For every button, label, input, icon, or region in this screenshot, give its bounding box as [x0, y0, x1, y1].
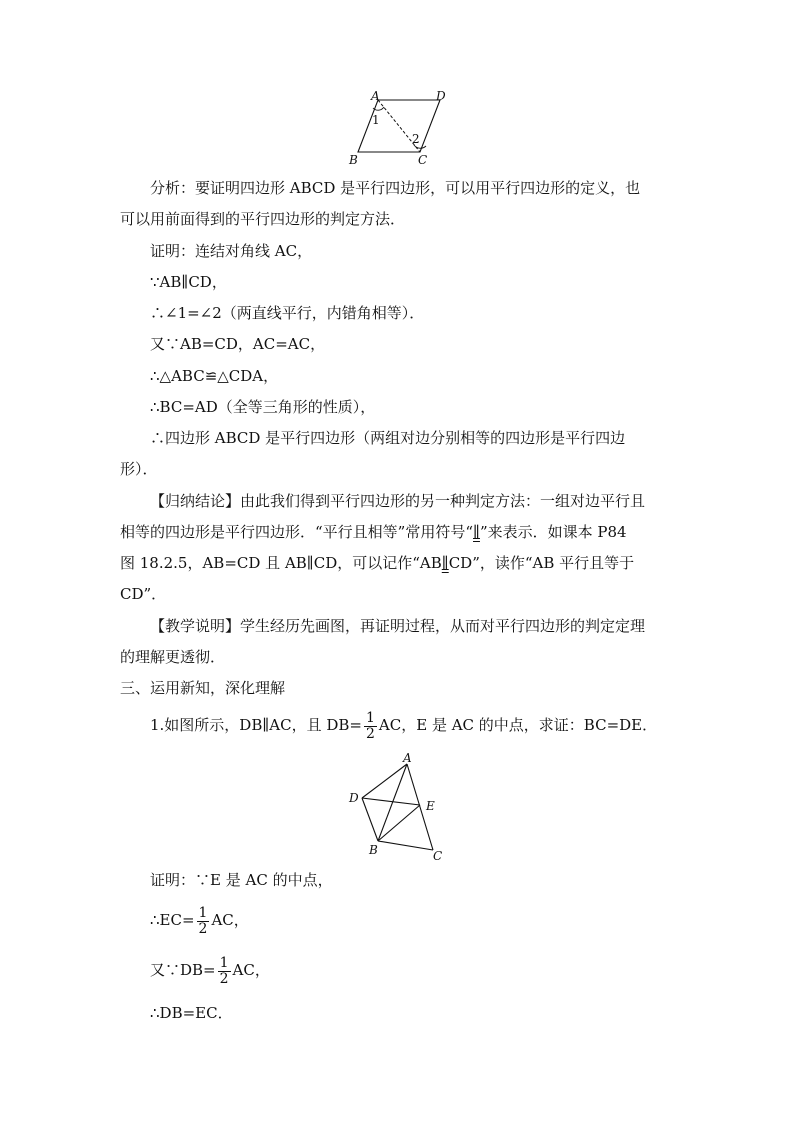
- proof2-ec: ∴EC= $\frac{1}{2}$ AC，: [150, 904, 249, 937]
- label-e: E: [426, 799, 435, 813]
- label-a: A: [371, 89, 380, 103]
- fraction: $\frac{1}{2}$: [219, 954, 229, 987]
- label-d: D: [436, 89, 446, 103]
- fraction: $\frac{1}{2}$: [198, 904, 208, 937]
- proof2-start: 证明：∵E 是 AC 的中点，: [150, 871, 333, 889]
- section-heading: 三、运用新知，深化理解: [120, 679, 286, 697]
- parallelogram-figure: [340, 88, 460, 170]
- angle-2-label: 2: [412, 132, 420, 146]
- label-b: B: [349, 153, 358, 167]
- teaching-note-line-1: 【教学说明】学生经历先画图，再证明过程，从而对平行四边形的判定定理: [150, 617, 646, 635]
- proof-step-3: 又∵AB=CD，AC=AC，: [150, 335, 326, 353]
- proof2-db: 又∵DB= $\frac{1}{2}$ AC，: [150, 954, 270, 987]
- proof-step-1: ∵AB∥CD，: [150, 273, 227, 291]
- quadrilateral-figure: [344, 752, 454, 864]
- proof-start: 证明：连结对角线 AC，: [150, 242, 313, 260]
- parallel-equal-symbol: ∥: [441, 554, 449, 572]
- proof2-conclusion: ∴DB=EC．: [150, 1004, 233, 1022]
- angle-1-label: 1: [372, 113, 380, 127]
- proof-step-2: ∴∠1=∠2（两直线平行，内错角相等）．: [150, 304, 425, 322]
- summary-line-3: 图 18.2.5，AB=CD 且 AB∥CD，可以记作“AB∥CD”，读作“AB 平行且等于: [120, 554, 635, 572]
- label-c: C: [433, 849, 443, 863]
- label-d: D: [349, 791, 359, 805]
- proof-step-4: ∴△ABC≌△CDA，: [150, 367, 279, 385]
- proof-step-6-cont: 形）．: [120, 460, 158, 478]
- analysis-line-2: 可以用前面得到的平行四边形的判定方法．: [120, 210, 406, 228]
- question-1: 1.如图所示，DB∥AC，且 DB= $\frac{1}{2}$ AC，E 是 AC 的中点，求证：BC=DE．: [150, 709, 658, 742]
- proof-step-5: ∴BC=AD（全等三角形的性质），: [150, 398, 376, 416]
- parallel-equal-symbol: ∥: [473, 523, 480, 541]
- proof-step-6: ∴四边形 ABCD 是平行四边形（两组对边分别相等的四边形是平行四边: [150, 429, 626, 447]
- label-a: A: [403, 752, 412, 765]
- fraction: $\frac{1}{2}$: [366, 709, 375, 742]
- teaching-note-line-2: 的理解更透彻．: [120, 648, 226, 666]
- summary-line-2: 相等的四边形是平行四边形．“平行且相等”常用符号“∥”来表示．如课本 P84: [120, 523, 627, 541]
- summary-line-1: 【归纳结论】由此我们得到平行四边形的另一种判定方法：一组对边平行且: [150, 492, 646, 510]
- label-b: B: [369, 843, 378, 857]
- label-c: C: [418, 153, 428, 167]
- analysis-line-1: 分析：要证明四边形 ABCD 是平行四边形，可以用平行四边形的定义，也: [150, 179, 641, 197]
- summary-line-4: CD”．: [120, 585, 167, 603]
